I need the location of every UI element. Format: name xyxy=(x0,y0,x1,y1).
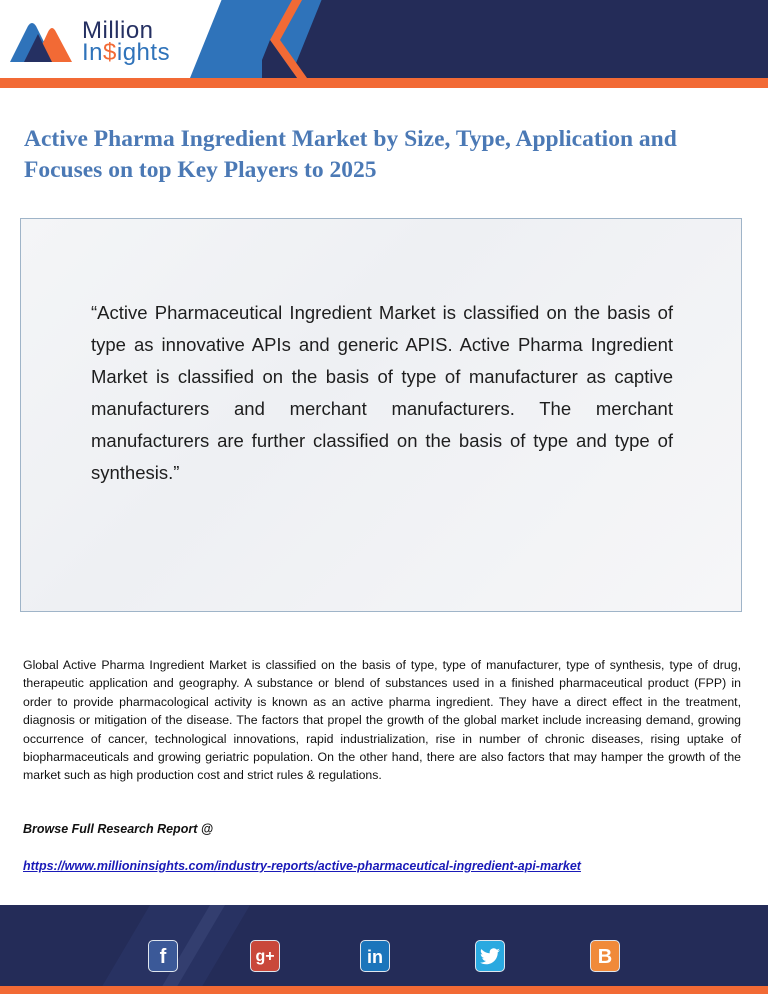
google-plus-icon[interactable]: g+ xyxy=(250,940,280,972)
twitter-icon[interactable] xyxy=(475,940,505,972)
logo-dollar: $ xyxy=(103,39,117,66)
summary-quote: “Active Pharmaceutical Ingredient Market is classified on the basis of type as innovative APIs and generic APIS. Active Pharma Ingredient Market is classified on the basis of type of manufacturer as captive manufacturers and merchant manufacturers. The merchant manufacturers are further classified on the basis of type and type of synthesis.” xyxy=(91,302,673,483)
footer-banner xyxy=(0,905,768,994)
logo-text xyxy=(82,17,171,66)
linkedin-icon[interactable]: in xyxy=(360,940,390,972)
header-banner xyxy=(0,0,768,90)
browse-label: Browse Full Research Report @ xyxy=(23,822,214,836)
million-insights-logo[interactable] xyxy=(8,17,171,66)
page-title: Active Pharma Ingredient Market by Size, Type, Application and Focuses on top Key Players to 2025 xyxy=(24,126,677,183)
header-orange-chevron xyxy=(262,0,322,78)
facebook-icon[interactable]: f xyxy=(148,940,178,972)
logo-line1: Million xyxy=(82,17,154,44)
body-paragraph: Global Active Pharma Ingredient Market is classified on the basis of type, type of manufacturer, type of synthesis, type of drug, therapeutic application and geography. A substance or blend of substances used in a finished pharmaceutical product (FPP) in order to provide pharmacological activity is known as an active pharma ingredient. They have a direct effect in the treatment, diagnosis or mitigation of the disease. The factors that propel the growth of the global market include increasing demand, growing occurrence of cancer, technological innovations, rapid industrialization, rise in number of chronic diseases, rising uptake of biopharmaceuticals and growing geriatric population. On the other hand, there are also factors that may hamper the growth of the market such as high production cost and strict rules & regulations. xyxy=(23,658,741,783)
header-orange-bar xyxy=(0,78,768,88)
logo-line2 xyxy=(82,39,171,66)
twitter-bird-icon xyxy=(479,948,501,966)
logo-line2-a: In xyxy=(82,39,104,66)
blogger-icon[interactable]: B xyxy=(590,940,620,972)
footer-orange-bar xyxy=(0,986,768,994)
logo-mark-icon xyxy=(8,20,74,64)
report-link[interactable]: https://www.millioninsights.com/industry-reports/active-pharmaceutical-ingredient-api-market xyxy=(23,859,581,873)
header-dark-panel xyxy=(270,0,768,78)
quote-box xyxy=(20,218,742,612)
logo-line2-b: ights xyxy=(116,39,171,66)
